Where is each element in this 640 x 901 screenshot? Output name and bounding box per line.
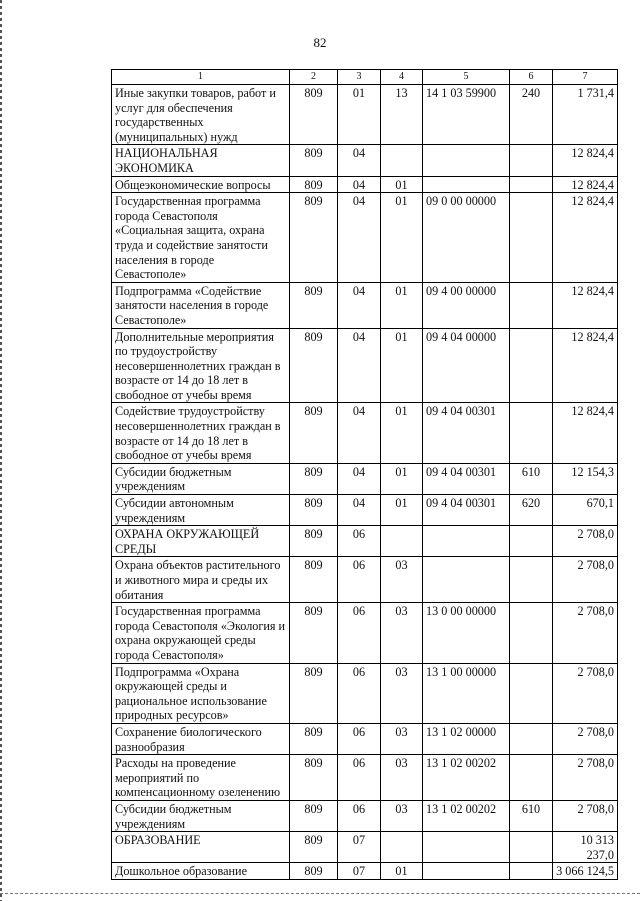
row-target-cell: 09 4 04 00301: [423, 463, 510, 494]
row-rz-cell: 06: [338, 755, 381, 801]
header-cell: 5: [423, 70, 510, 85]
row-target-cell: 14 1 03 59900: [423, 85, 510, 145]
header-cell: 2: [290, 70, 338, 85]
row-rz-cell: 04: [338, 328, 381, 403]
row-sum-cell: 1 731,4: [553, 85, 618, 145]
row-gr-cell: 809: [290, 193, 338, 283]
table-row: [112, 832, 618, 863]
row-rz-cell: 06: [338, 526, 381, 557]
header-cell: 6: [510, 70, 553, 85]
row-vr-cell: [510, 663, 553, 723]
row-target-cell: 09 0 00 00000: [423, 193, 510, 283]
row-rz-cell: 04: [338, 193, 381, 283]
row-name-cell: Дошкольное образование: [112, 863, 290, 880]
row-gr-cell: 809: [290, 755, 338, 801]
row-sum-cell: 2 708,0: [553, 723, 618, 754]
row-name-cell: Государственная программа города Севастополя «Экология и охрана окружающей среды города Севастополя»: [112, 603, 290, 663]
row-sum-cell: 2 708,0: [553, 663, 618, 723]
row-name-cell: Содействие трудоустройству несовершеннолетних граждан в возрасте от 14 до 18 лет в свободное от учебы время: [112, 403, 290, 463]
row-pr-cell: 01: [381, 863, 423, 880]
row-gr-cell: 809: [290, 463, 338, 494]
row-sum-cell: 2 708,0: [553, 557, 618, 603]
row-pr-cell: 01: [381, 403, 423, 463]
row-sum-cell: 12 824,4: [553, 282, 618, 328]
row-vr-cell: 620: [510, 495, 553, 526]
row-rz-cell: 07: [338, 832, 381, 863]
row-vr-cell: [510, 403, 553, 463]
row-vr-cell: [510, 863, 553, 880]
table-row: [112, 863, 618, 880]
row-target-cell: [423, 526, 510, 557]
row-vr-cell: [510, 193, 553, 283]
row-rz-cell: 07: [338, 863, 381, 880]
table-row: [112, 526, 618, 557]
row-vr-cell: [510, 832, 553, 863]
table-row: [112, 282, 618, 328]
row-pr-cell: [381, 832, 423, 863]
row-target-cell: [423, 176, 510, 193]
row-rz-cell: 01: [338, 85, 381, 145]
table-row: [112, 755, 618, 801]
table-row: [112, 328, 618, 403]
row-vr-cell: [510, 755, 553, 801]
row-sum-cell: 12 824,4: [553, 193, 618, 283]
row-sum-cell: 2 708,0: [553, 800, 618, 831]
table-row: [112, 193, 618, 283]
row-name-cell: ОБРАЗОВАНИЕ: [112, 832, 290, 863]
table-row: [112, 800, 618, 831]
row-rz-cell: 04: [338, 145, 381, 176]
row-vr-cell: [510, 328, 553, 403]
row-rz-cell: 06: [338, 557, 381, 603]
row-target-cell: 09 4 04 00301: [423, 495, 510, 526]
row-gr-cell: 809: [290, 557, 338, 603]
row-vr-cell: [510, 603, 553, 663]
row-pr-cell: 03: [381, 557, 423, 603]
row-target-cell: 13 0 00 00000: [423, 603, 510, 663]
row-rz-cell: 04: [338, 495, 381, 526]
row-sum-cell: 670,1: [553, 495, 618, 526]
row-gr-cell: 809: [290, 403, 338, 463]
row-name-cell: Общеэкономические вопросы: [112, 176, 290, 193]
row-pr-cell: 01: [381, 193, 423, 283]
row-sum-cell: 2 708,0: [553, 526, 618, 557]
row-vr-cell: 610: [510, 800, 553, 831]
row-vr-cell: [510, 176, 553, 193]
row-target-cell: 13 1 02 00000: [423, 723, 510, 754]
row-gr-cell: 809: [290, 495, 338, 526]
row-rz-cell: 06: [338, 663, 381, 723]
row-rz-cell: 06: [338, 723, 381, 754]
row-target-cell: 09 4 04 00301: [423, 403, 510, 463]
row-target-cell: [423, 557, 510, 603]
row-vr-cell: 610: [510, 463, 553, 494]
row-sum-cell: 12 824,4: [553, 403, 618, 463]
table-row: [112, 85, 618, 145]
table-header-row: [112, 70, 618, 85]
row-name-cell: Расходы на проведение мероприятий по компенсационному озеленению: [112, 755, 290, 801]
header-cell: 7: [553, 70, 618, 85]
row-name-cell: Дополнительные мероприятия по трудоустройству несовершеннолетних граждан в возрасте от 14 до 18 лет в свободное от учебы время: [112, 328, 290, 403]
row-target-cell: [423, 863, 510, 880]
row-gr-cell: 809: [290, 328, 338, 403]
row-name-cell: Субсидии автономным учреждениям: [112, 495, 290, 526]
page-number: 82: [313, 35, 327, 50]
row-pr-cell: [381, 526, 423, 557]
header-cell: 1: [112, 70, 290, 85]
row-vr-cell: [510, 282, 553, 328]
row-vr-cell: [510, 557, 553, 603]
row-rz-cell: 04: [338, 176, 381, 193]
row-gr-cell: 809: [290, 282, 338, 328]
row-gr-cell: 809: [290, 526, 338, 557]
row-name-cell: Подпрограмма «Содействие занятости населения в городе Севастополе»: [112, 282, 290, 328]
row-rz-cell: 04: [338, 282, 381, 328]
row-name-cell: Подпрограмма «Охрана окружающей среды и рациональное использование природных ресурсов»: [112, 663, 290, 723]
row-gr-cell: 809: [290, 800, 338, 831]
row-pr-cell: 03: [381, 603, 423, 663]
row-name-cell: Государственная программа города Севастополя «Социальная защита, охрана труда и содействие занятости населения в городе Севастополе»: [112, 193, 290, 283]
row-gr-cell: 809: [290, 603, 338, 663]
row-target-cell: 13 1 02 00202: [423, 755, 510, 801]
row-rz-cell: 06: [338, 800, 381, 831]
row-target-cell: [423, 145, 510, 176]
row-gr-cell: 809: [290, 863, 338, 880]
row-pr-cell: 01: [381, 495, 423, 526]
row-name-cell: Субсидии бюджетным учреждениям: [112, 463, 290, 494]
row-pr-cell: 01: [381, 328, 423, 403]
row-pr-cell: 03: [381, 800, 423, 831]
row-vr-cell: 240: [510, 85, 553, 145]
row-rz-cell: 04: [338, 463, 381, 494]
table-row: [112, 723, 618, 754]
table-row: [112, 663, 618, 723]
row-sum-cell: 3 066 124,5: [553, 863, 618, 880]
row-gr-cell: 809: [290, 85, 338, 145]
row-pr-cell: 01: [381, 282, 423, 328]
row-pr-cell: 13: [381, 85, 423, 145]
row-name-cell: НАЦИОНАЛЬНАЯ ЭКОНОМИКА: [112, 145, 290, 176]
header-cell: 4: [381, 70, 423, 85]
table-row: [112, 495, 618, 526]
row-sum-cell: 2 708,0: [553, 755, 618, 801]
row-pr-cell: 01: [381, 463, 423, 494]
row-pr-cell: 03: [381, 723, 423, 754]
row-vr-cell: [510, 723, 553, 754]
row-gr-cell: 809: [290, 723, 338, 754]
row-target-cell: 13 1 00 00000: [423, 663, 510, 723]
row-gr-cell: 809: [290, 145, 338, 176]
table-row: [112, 603, 618, 663]
row-target-cell: 09 4 04 00000: [423, 328, 510, 403]
row-target-cell: [423, 832, 510, 863]
header-cell: 3: [338, 70, 381, 85]
row-pr-cell: 03: [381, 663, 423, 723]
row-target-cell: 09 4 00 00000: [423, 282, 510, 328]
row-sum-cell: 12 154,3: [553, 463, 618, 494]
row-rz-cell: 04: [338, 403, 381, 463]
row-gr-cell: 809: [290, 832, 338, 863]
row-name-cell: Охрана объектов растительного и животного мира и среды их обитания: [112, 557, 290, 603]
row-name-cell: ОХРАНА ОКРУЖАЮЩЕЙ СРЕДЫ: [112, 526, 290, 557]
table-row: [112, 145, 618, 176]
row-sum-cell: 10 313 237,0: [553, 832, 618, 863]
row-vr-cell: [510, 145, 553, 176]
scan-left-edge: [0, 0, 2, 901]
scan-bottom-edge: [0, 893, 640, 895]
table-row: [112, 557, 618, 603]
table-row: [112, 176, 618, 193]
row-gr-cell: 809: [290, 176, 338, 193]
row-target-cell: 13 1 02 00202: [423, 800, 510, 831]
row-name-cell: Иные закупки товаров, работ и услуг для обеспечения государственных (муниципальных) нужд: [112, 85, 290, 145]
row-pr-cell: 03: [381, 755, 423, 801]
row-name-cell: Сохранение биологического разнообразия: [112, 723, 290, 754]
table-row: [112, 403, 618, 463]
row-pr-cell: [381, 145, 423, 176]
row-sum-cell: 12 824,4: [553, 176, 618, 193]
row-sum-cell: 2 708,0: [553, 603, 618, 663]
row-sum-cell: 12 824,4: [553, 145, 618, 176]
table-row: [112, 463, 618, 494]
row-vr-cell: [510, 526, 553, 557]
row-name-cell: Субсидии бюджетным учреждениям: [112, 800, 290, 831]
budget-table: [111, 69, 618, 880]
row-pr-cell: 01: [381, 176, 423, 193]
row-sum-cell: 12 824,4: [553, 328, 618, 403]
row-rz-cell: 06: [338, 603, 381, 663]
row-gr-cell: 809: [290, 663, 338, 723]
